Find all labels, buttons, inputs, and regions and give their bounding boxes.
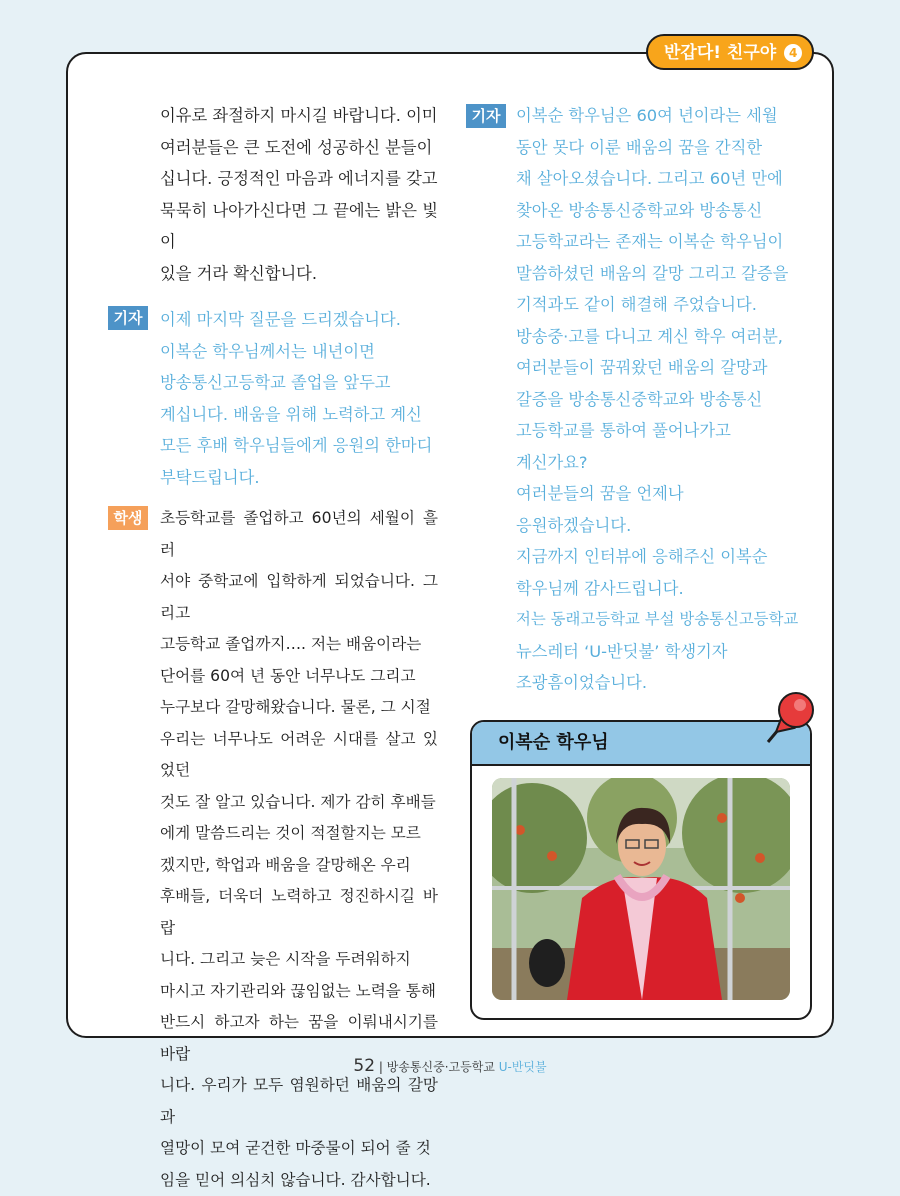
text-line: 고등학교 졸업까지…. 저는 배움이라는 (160, 629, 438, 661)
text-line: 조광흠이었습니다. (516, 667, 798, 699)
text-line: 학우님께 감사드립니다. (516, 573, 798, 605)
text-line: 서야 중학교에 입학하게 되었습니다. 그리고 (160, 566, 438, 629)
text-line: 여러분들의 꿈을 언제나 (516, 478, 798, 510)
text-line: 마시고 자기관리와 끊임없는 노력을 통해 (160, 976, 438, 1008)
text-line: 반드시 하고자 하는 꿈을 이뤄내시기를 바랍 (160, 1007, 438, 1070)
section-badge (646, 34, 814, 70)
text-line: 이제 마지막 질문을 드리겠습니다. (160, 304, 438, 336)
text-line: 계신가요? (516, 447, 798, 479)
text-line: 여러분들은 큰 도전에 성공하신 분들이 (160, 132, 438, 164)
text-line: 겠지만, 학업과 배움을 갈망해온 우리 (160, 850, 438, 882)
text-line: 니다. 그리고 늦은 시작을 두려워하지 (160, 944, 438, 976)
text-line: 초등학교를 졸업하고 60년의 세월이 흘러 (160, 503, 438, 566)
text-line: 단어를 60여 년 동안 너무나도 그리고 (160, 661, 438, 693)
photo-card (470, 720, 812, 1020)
text-line: 계십니다. 배움을 위해 노력하고 계신 (160, 399, 438, 431)
text-line: 이복순 학우님께서는 내년이면 (160, 336, 438, 368)
text-line: 에게 말씀드리는 것이 적절할지는 모르 (160, 818, 438, 850)
text-line: 이유로 좌절하지 마시길 바랍니다. 이미 (160, 100, 438, 132)
text-line: 있을 거라 확신합니다. (160, 258, 438, 290)
portrait-illustration (492, 778, 790, 1000)
text-line: 채 살아오셨습니다. 그리고 60년 만에 (516, 163, 798, 195)
publication-name: 방송통신중·고등학교 (387, 1060, 495, 1074)
text-line: 갈증을 방송통신중학교와 방송통신 (516, 384, 798, 416)
text-line: 고등학교를 통하여 풀어나가고 (516, 415, 798, 447)
reporter-tag: 기자 (108, 306, 148, 330)
text-line: 누구보다 갈망해왔습니다. 물론, 그 시절 (160, 692, 438, 724)
text-line: 방송통신고등학교 졸업을 앞두고 (160, 367, 438, 399)
text-line: 임을 믿어 의심치 않습니다. 감사합니다. (160, 1165, 438, 1196)
text-line: 열망이 모여 굳건한 마중물이 되어 줄 것 (160, 1133, 438, 1165)
left-column (160, 100, 438, 289)
text-line: 찾아온 방송통신중학교와 방송통신 (516, 195, 798, 227)
photo-card-title: 이복순 학우님 (472, 722, 810, 766)
text-line: 고등학교라는 존재는 이복순 학우님이 (516, 226, 798, 258)
text-line: 저는 동래고등학교 부설 방송통신고등학교 (516, 604, 798, 636)
text-line: 지금까지 인터뷰에 응해주신 이복순 (516, 541, 798, 573)
text-line: 니다. 우리가 모두 염원하던 배움의 갈망과 (160, 1070, 438, 1133)
text-line: 기적과도 같이 해결해 주었습니다. (516, 289, 798, 321)
text-line: 십니다. 긍정적인 마음과 에너지를 갖고 (160, 163, 438, 195)
section-number-badge: 4 (784, 44, 802, 62)
text-line: 모든 후배 학우님들에게 응원의 한마디 (160, 430, 438, 462)
page-number: 52 (353, 1056, 375, 1076)
text-line: 방송중·고를 다니고 계신 학우 여러분, (516, 321, 798, 353)
text-line: 말씀하셨던 배움의 갈망 그리고 갈증을 (516, 258, 798, 290)
footer-separator: | (379, 1060, 383, 1074)
text-line: 동안 못다 이룬 배움의 꿈을 간직한 (516, 132, 798, 164)
text-line: 이복순 학우님은 60여 년이라는 세월 (516, 100, 798, 132)
student-tag: 학생 (108, 506, 148, 530)
text-line: 우리는 너무나도 어려운 시대를 살고 있었던 (160, 724, 438, 787)
text-line: 여러분들이 꿈꿔왔던 배움의 갈망과 (516, 352, 798, 384)
question-paragraph (160, 304, 438, 493)
page-footer (0, 1056, 900, 1076)
text-line: 후배들, 더욱더 노력하고 정진하시길 바랍 (160, 881, 438, 944)
text-line: 응원하겠습니다. (516, 510, 798, 542)
portrait-photo (492, 778, 790, 1000)
text-line: 뉴스레터 ‘U-반딧불’ 학생기자 (516, 636, 798, 668)
intro-paragraph (160, 100, 438, 289)
text-line: 묵묵히 나아가신다면 그 끝에는 밝은 빛이 (160, 195, 438, 258)
text-line: 것도 잘 알고 있습니다. 제가 감히 후배들 (160, 787, 438, 819)
answer-paragraph (160, 503, 438, 1196)
reporter-tag: 기자 (466, 104, 506, 128)
section-badge-label: 반갑다! 친구야 (664, 43, 776, 63)
push-pin-icon (762, 686, 822, 746)
brand-name: U-반딧불 (499, 1060, 547, 1074)
closing-paragraph (516, 100, 798, 699)
text-line: 부탁드립니다. (160, 462, 438, 494)
